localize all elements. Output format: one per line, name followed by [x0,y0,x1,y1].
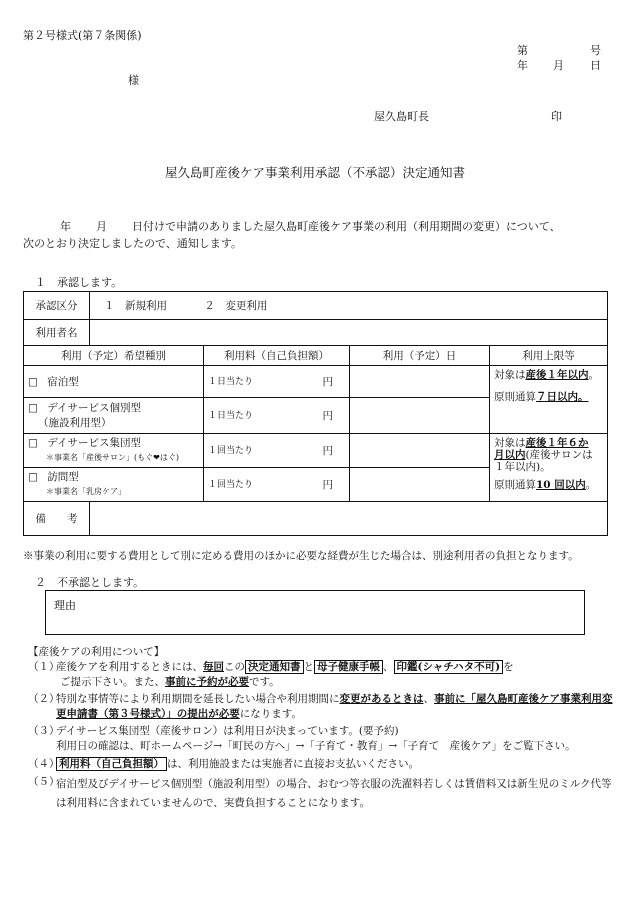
fee-cell [204,398,350,434]
form-number: 第２号様式(第７条関係) [23,29,142,42]
option-new-use: １ 新規利用 [104,300,167,312]
fee-unit: １日当たり [208,377,254,387]
date-day: 日 [590,59,601,72]
fee-cell [204,434,350,468]
fee-unit: １回当たり [208,480,254,490]
col-service-type: 利用（予定）希望種別 [24,346,204,366]
rejection-heading: ２ 不承認とします。 [35,576,145,589]
seal-mark: 印 [551,110,562,123]
approval-heading: １ 承認します。 [35,276,123,289]
document-title: 屋久島町産後ケア事業利用承認（不承認）決定通知書 [164,165,465,180]
approval-category-label: 承認区分 [24,292,90,320]
col-date: 利用（予定）日 [350,346,490,366]
fee-unit: １回当たり [208,446,254,456]
reason-label: 理由 [54,599,76,612]
reason-box[interactable] [45,590,585,635]
intro-year: 年 [60,220,71,233]
col-fee: 利用料（自己負担額） [204,346,350,366]
user-name-label: 利用者名 [24,320,90,346]
remarks-field[interactable] [90,502,608,536]
fee-yen: 円 [322,445,333,457]
notes-list [28,660,618,813]
list-item: （５） 宿泊型及びデイサービス個別型（施設利用型）の場合、おむつ等衣服の洗濯料若しくは賃借料又は新生児のミルク代等は利用料に含まれていませんので、実費負担することになります。 [28,776,612,809]
date-cell[interactable] [350,434,490,468]
service-name: 訪問型 [47,471,79,483]
table-row [24,434,608,468]
intro-line-1: 日付けで申請のありました屋久島町産後ケア事業の利用（利用期間の変更）について、 [132,220,561,233]
fee-unit: １日当たり [208,411,254,421]
checkbox-icon[interactable]: □ [28,437,38,449]
checkbox-icon[interactable]: □ [28,376,38,388]
service-day-individual[interactable] [24,398,204,434]
service-name: デイサービス個別型 [47,401,142,414]
service-sub: ＊事業名「産後サロン」(もぐ❤はぐ) [46,453,179,462]
service-day-group[interactable] [24,434,204,468]
service-name: 宿泊型 [47,376,79,388]
table-row [24,366,608,398]
date-cell[interactable] [350,398,490,434]
mayor-name: 屋久島町長 [374,110,429,123]
date-cell[interactable] [350,366,490,398]
col-limit: 利用上限等 [490,346,608,366]
remarks-label: 備 考 [24,502,90,536]
notes-heading: 【産後ケアの利用について】 [28,646,165,658]
cost-footnote: ※事業の利用に要する費用として別に定める費用のほかに必要な経費が生じた場合は、別途利用者の負担となります。 [23,550,579,562]
list-item: （４） 利用料（自己負担額） は、利用施設または実施者に直接お支払いください。 [28,758,419,770]
user-name-field[interactable] [90,320,608,346]
date-year: 年 [517,59,528,72]
fee-yen: 円 [322,410,333,422]
service-visit[interactable] [24,468,204,502]
date-month: 月 [553,59,564,72]
option-change-use: ２ 変更利用 [204,300,268,312]
intro-line-2: 次のとおり決定しましたので、通知します。 [23,237,242,250]
fee-cell [204,366,350,398]
limit-cell-a: 対象は産後１年以内。 原則通算７日以内。 [490,366,608,434]
checkbox-icon[interactable]: □ [28,401,38,414]
service-stay[interactable] [24,366,204,398]
service-name: デイサービス集団型 [47,437,142,449]
fee-yen: 円 [322,479,333,491]
list-item: （１） 産後ケアを利用するときには、毎回この 決定通知書 と 母子健康手帳 、 印鑑(シャチハタ不可) を ご提示下さい。また、事前に予約が必要です。 [28,661,514,688]
date-cell[interactable] [350,468,490,502]
addressee-sama: 様 [128,74,139,87]
doc-number-dai: 第 [517,44,528,57]
approval-category-options [90,292,608,320]
list-item: （２） 特別な事情等により利用期間を延長したい場合や利用期間に変更があるときは、事前に「屋久島町産後ケア事業利用変更申請書（第３号様式）」の提出が必要になります。 [28,693,613,720]
service-sub: （施設利用型） [38,416,112,429]
doc-number-go: 号 [590,44,601,57]
service-sub: ＊事業名「乳房ケア」 [46,487,126,496]
intro-month: 月 [96,220,107,233]
fee-cell [204,468,350,502]
limit-cell-b: 対象は産後１年６か 月以内(産後サロンは １年以内)。 原則通算10 回以内。 [490,434,608,502]
checkbox-icon[interactable]: □ [28,471,38,483]
list-item: （３） デイサービス集団型（産後サロン）は利用日が決まっています。(要予約) 利用日の確認は、町ホームページ→「町民の方へ」→「子育て・教育」→「子育て 産後ケア」をご覧下さい。 [28,725,576,752]
approval-table [23,291,608,536]
fee-yen: 円 [322,376,333,388]
